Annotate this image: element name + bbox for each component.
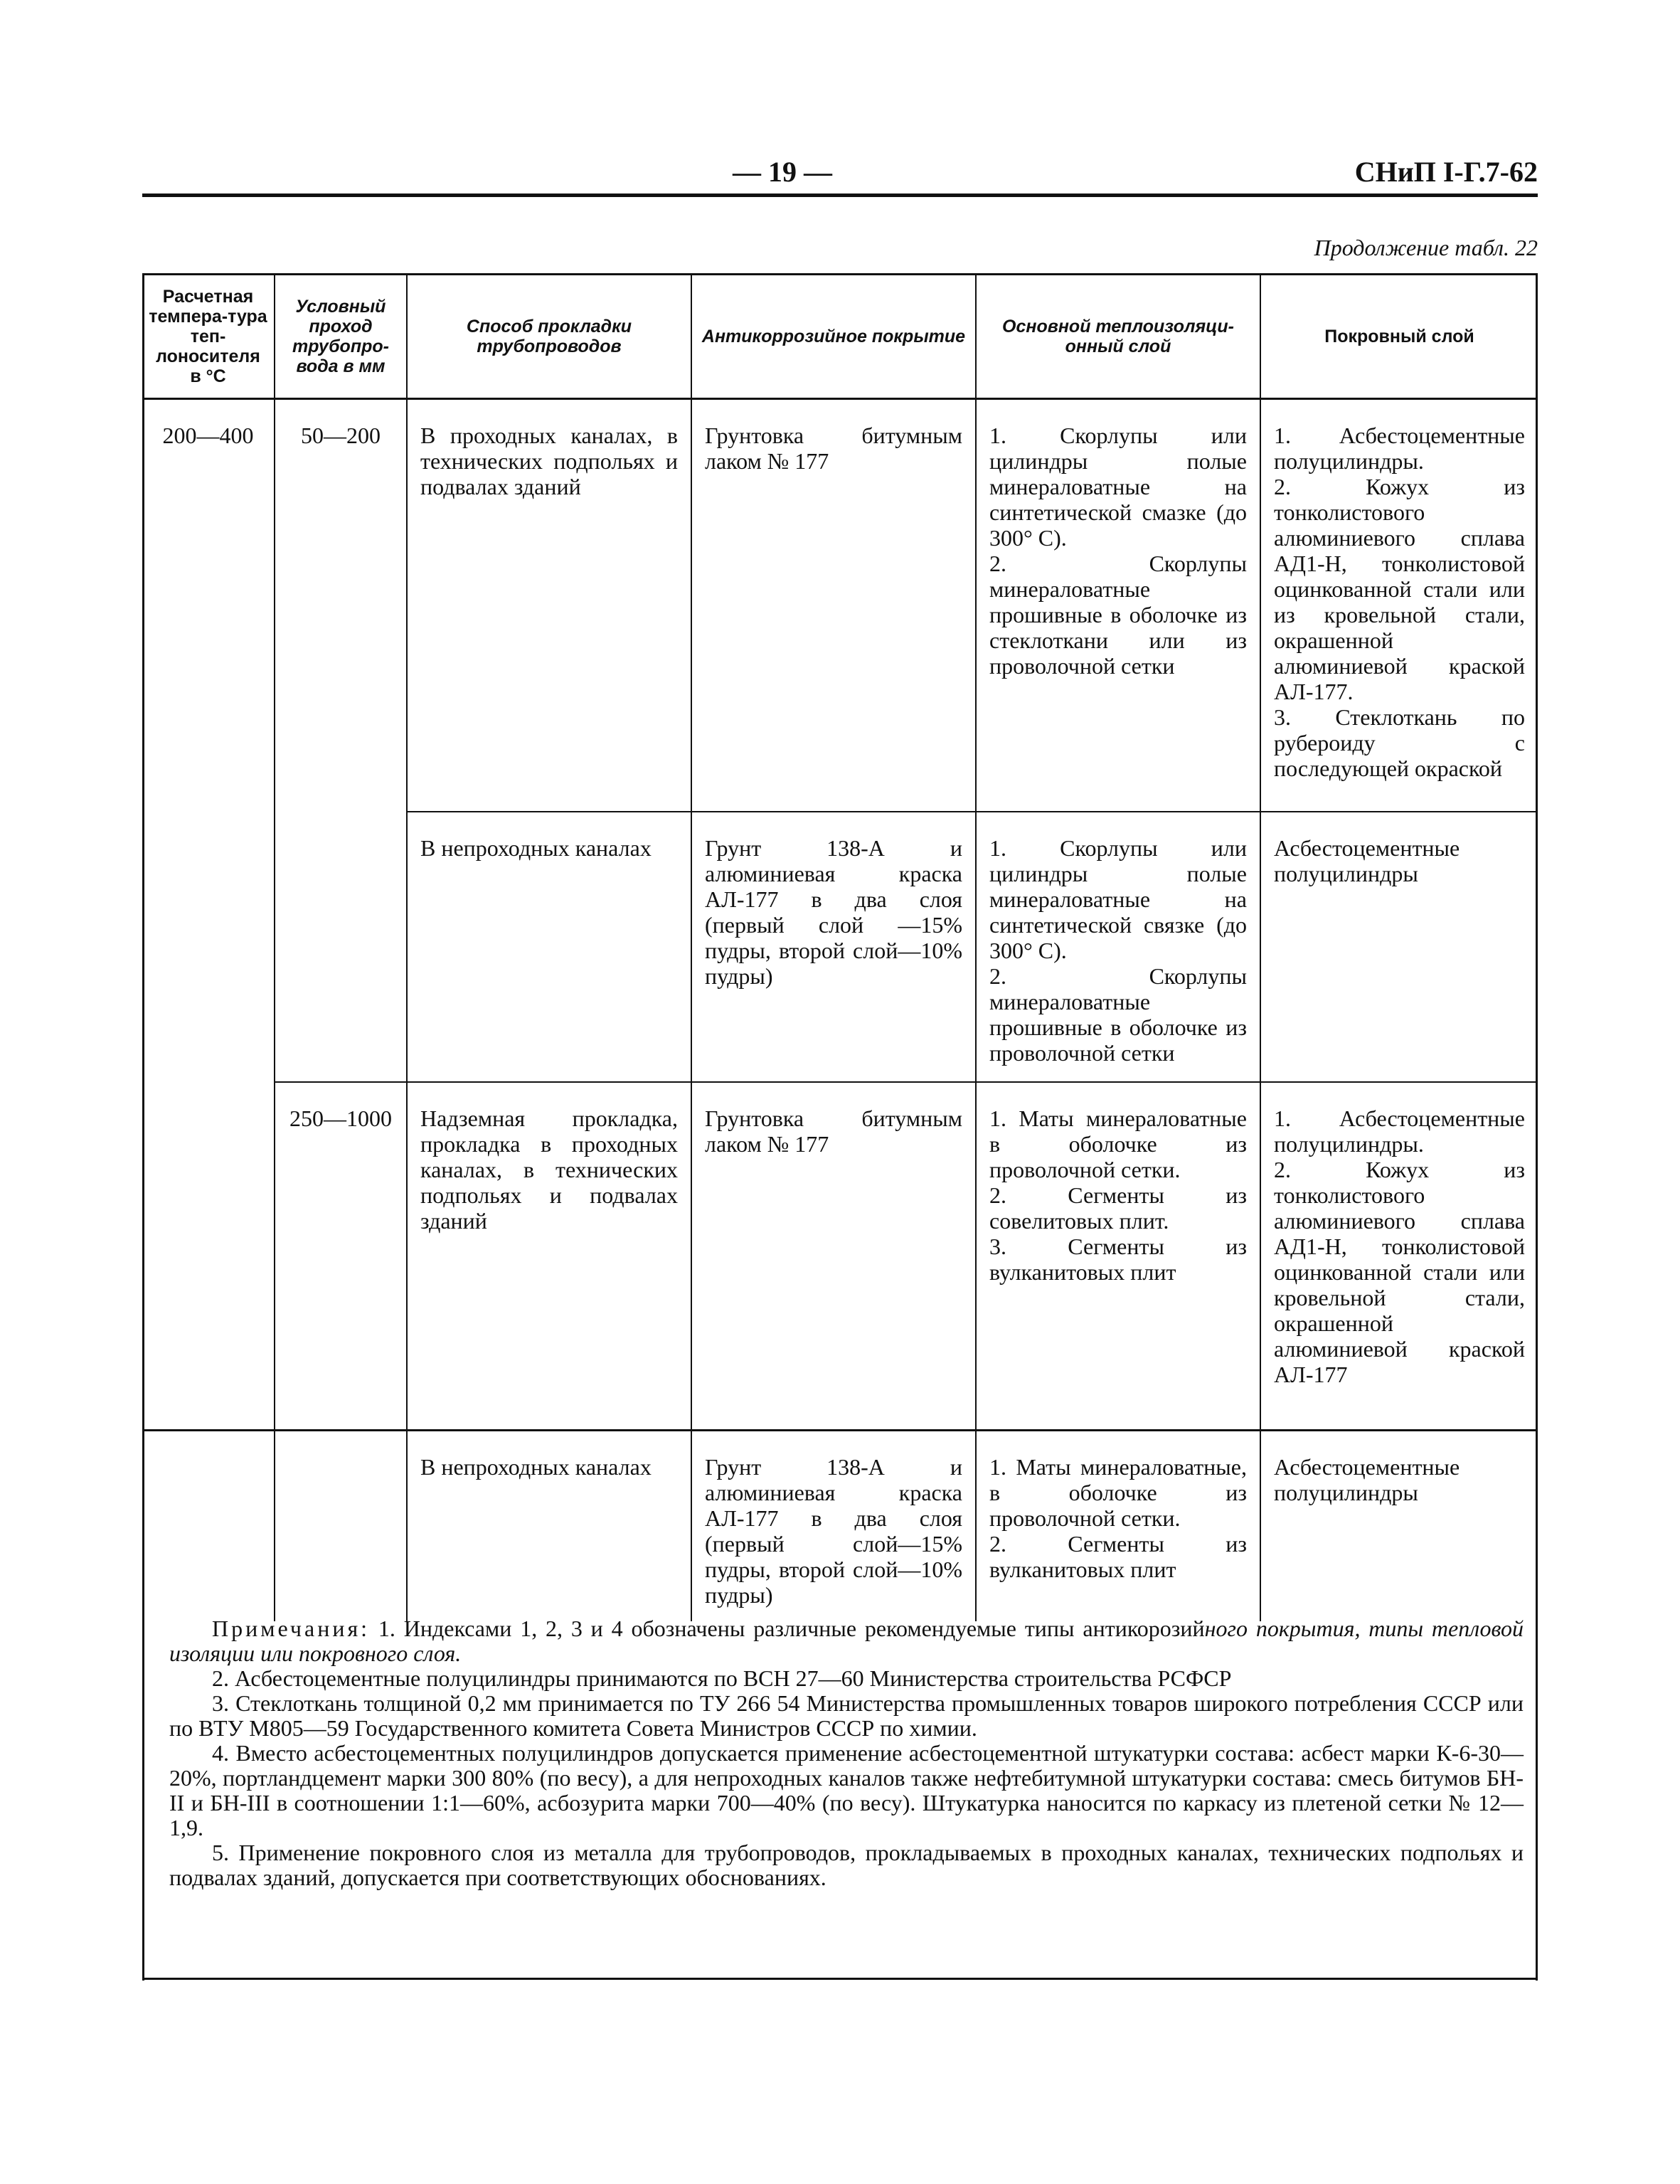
insulation-item: 1. Маты минераловатные, в оболочке из проволочной сетки. [989, 1454, 1247, 1531]
cell-temperature: 200—400 [142, 399, 275, 812]
cell-coating: Грунтовка битумным лаком № 177 [691, 399, 976, 812]
cell-coating: Грунт 138-А и алюминиевая краска АЛ-177 в два слоя (первый слой—15% пудры, второй слой—10% пудры) [691, 1431, 976, 1621]
table-header-row [142, 275, 1538, 399]
col-header-temperature: Расчетная темпера-тура теп-лоносителя в °С [142, 275, 275, 399]
notes-heading: Примечания: [212, 1616, 371, 1641]
cell-method: Надземная прокладка, прокладка в проходных каналах, в технических подпольях и подвалах зданий [407, 1082, 691, 1431]
cell-temperature [142, 1082, 275, 1431]
table-row [142, 1082, 1538, 1431]
insulation-item: 3. Сегменты из вулканитовых плит [989, 1233, 1247, 1285]
notes-section [169, 1616, 1524, 1890]
cover-item: 1. Асбестоцементные полуцилиндры. [1274, 423, 1525, 474]
table-row [142, 1431, 1538, 1621]
cover-item: 2. Кожух из тонколистового алюминиевого сплава АД1-Н, тонколистовой оцинкованной стали или кровельной стали, окрашенной алюминиевой краской АЛ-177 [1274, 1156, 1525, 1387]
cell-diameter [275, 1431, 407, 1621]
cover-item: 1. Асбестоцементные полуцилиндры. [1274, 1105, 1525, 1157]
insulation-item: 2. Сегменты из совелитовых плит. [989, 1182, 1247, 1234]
note-5: 5. Применение покровного слоя из металла для трубопроводов, прокладываемых в проходных каналах, технических подпольях и подвалах зданий, допускается при соответствующих обоснованиях. [169, 1840, 1524, 1890]
note-4: 4. Вместо асбестоцементных полуцилиндров допускается применение асбестоцементной штукатурки состава: асбест марки К-6-30—20%, портландцемент марки 300 80% (по весу), а для непроходных каналов также нефтебитумной штукатурки состава: смесь битумов БН-II и БН-III в соотношении 1:1—60%, асбозурита марки 700—40% (по весу). Штукатурка наносится по каркасу из плетеной сетки № 12—1,9. [169, 1740, 1524, 1840]
insulation-item: 2. Сегменты из вулканитовых плит [989, 1531, 1247, 1582]
insulation-item: 1. Маты минераловатные в оболочке из проволочной сетки. [989, 1105, 1247, 1182]
cover-item: 2. Кожух из тонколистового алюминиевого сплава АД1-Н, тонколистовой оцинкованной стали или из кровельной стали, окрашенной алюминиевой краской АЛ-177. [1274, 474, 1525, 704]
cell-insulation [976, 1082, 1260, 1431]
page-number: — 19 — [733, 156, 832, 188]
insulation-item: 1. Скорлупы или цилиндры полые минераловатные на синтетической связке (до 300° С). [989, 834, 1247, 963]
cover-item: Асбестоцементные полуцилиндры [1274, 834, 1460, 886]
cell-method: В проходных каналах, в технических подпольях и подвалах зданий [407, 399, 691, 812]
cell-insulation [976, 1431, 1260, 1621]
col-header-cover: Покровный слой [1260, 275, 1538, 399]
cell-diameter: 250—1000 [275, 1082, 407, 1431]
cell-coating: Грунтовка битумным лаком № 177 [691, 1082, 976, 1431]
note-3: 3. Стеклоткань толщиной 0,2 мм принимается по ТУ 266 54 Министерства промышленных товаров широкого потребления СССР или по ВТУ М805—59 Государственного комитета Совета Министров СССР по химии. [169, 1690, 1524, 1741]
note-1-text-cont: ного покрытия, типы тепловой изоляции или покровного слоя. [169, 1616, 1524, 1666]
cell-temperature [142, 812, 275, 1082]
insulation-item: 2. Скорлупы минераловатные прошивные в оболочке из стеклоткани или из проволочной сетки [989, 551, 1247, 679]
header-rule [142, 194, 1538, 197]
cell-diameter: 50—200 [275, 399, 407, 812]
table-row [142, 399, 1538, 812]
cell-diameter [275, 812, 407, 1082]
col-header-method: Способ прокладки трубопроводов [407, 275, 691, 399]
insulation-item: 2. Скорлупы минераловатные прошивные в оболочке из проволочной сетки [989, 963, 1247, 1066]
col-header-diameter: Условный проход трубопро-вода в мм [275, 275, 407, 399]
cell-coating: Грунт 138-А и алюминиевая краска АЛ-177 в два слоя (первый слой —15% пудры, второй слой—10% пудры) [691, 812, 976, 1082]
cell-method: В непроходных каналах [407, 1431, 691, 1621]
note-1-text: 1. Индексами 1, 2, 3 и 4 обозначены различные рекомендуемые типы антикорозий [378, 1616, 1205, 1641]
cell-cover [1260, 1431, 1538, 1621]
col-header-insulation: Основной теплоизоляци-онный слой [976, 275, 1260, 399]
cover-item: Асбестоцементные полуцилиндры [1274, 1454, 1460, 1505]
table-bottom-rule [142, 1978, 1538, 1980]
specification-table [142, 275, 1538, 1621]
table-continuation-label: Продолжение табл. 22 [1314, 235, 1538, 260]
cell-cover [1260, 812, 1538, 1082]
col-header-coating: Антикоррозийное покрытие [691, 275, 976, 399]
insulation-item: 1. Скорлупы или цилиндры полые минераловатные на синтетической смазке (до 300° С). [989, 423, 1247, 551]
cell-temperature [142, 1431, 275, 1621]
note-2: 2. Асбестоцементные полуцилиндры принимаются по ВСН 27—60 Министерства строительства РСФСР [212, 1665, 1232, 1691]
cell-method: В непроходных каналах [407, 812, 691, 1082]
cell-insulation [976, 399, 1260, 812]
cell-insulation [976, 812, 1260, 1082]
document-code: СНиП I-Г.7-62 [1354, 156, 1538, 188]
note-1 [169, 1616, 1524, 1666]
cell-cover [1260, 399, 1538, 812]
cover-item: 3. Стеклоткань по рубероиду с последующей окраской [1274, 704, 1525, 781]
table-row [142, 812, 1538, 1082]
cell-cover [1260, 1082, 1538, 1431]
